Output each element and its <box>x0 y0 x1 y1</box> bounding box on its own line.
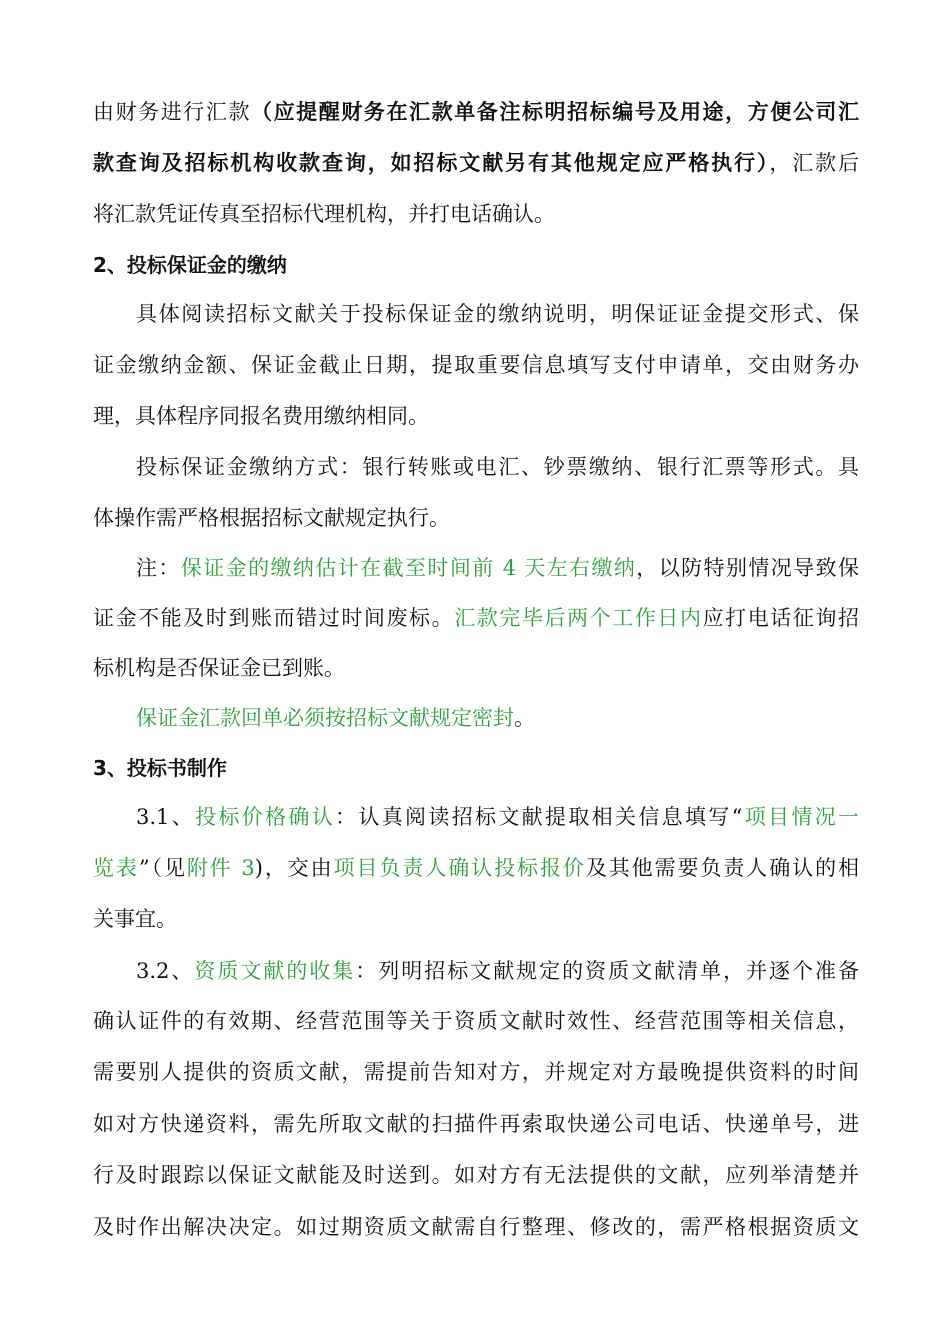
body-text: ：列明招标文献规定的资质文献清单，并逐个准备 <box>355 959 859 983</box>
paragraph-line <box>93 1210 859 1244</box>
bold-text: 款查询及招标机构收款查询，如招标文献另有其他规定应严格执行） <box>93 150 770 175</box>
body-text: 关事宜。 <box>93 907 177 931</box>
paragraph-line <box>93 601 859 635</box>
body-text: 证金缴纳金额、保证金截止日期，提取重要信息填写支付申请单，交由财务办 <box>93 353 859 377</box>
section-heading: 2、投标保证金的缴纳 <box>93 253 287 277</box>
paragraph-line <box>93 1158 859 1192</box>
paragraph-line <box>93 1004 859 1038</box>
paragraph-line <box>93 399 859 433</box>
highlight-text: 附件 3 <box>186 856 255 880</box>
paragraph-line <box>93 95 859 129</box>
body-text: 应打电话征询招 <box>702 606 859 630</box>
paragraph-line <box>93 1107 859 1141</box>
body-text: 需要别人提供的资质文献，需提前告知对方，并规定对方最晚提供资料的时间 <box>93 1060 859 1084</box>
body-text: 确认证件的有效期、经营范围等关于资质文献时效性、经营范围等相关信息， <box>93 1009 859 1033</box>
paragraph-line <box>136 800 859 834</box>
paragraph-line <box>93 197 859 231</box>
paragraph-line <box>136 450 859 484</box>
body-text: 3.2、 <box>136 959 195 983</box>
paragraph-line <box>93 651 859 685</box>
body-text: 注： <box>136 556 181 580</box>
body-text: 将汇款凭证传真至招标代理机构，并打电话确认。 <box>93 202 555 226</box>
paragraph-line <box>93 146 859 180</box>
body-text: 3.1、 <box>136 805 196 829</box>
body-text: 投标保证金缴纳方式：银行转账或电汇、钞票缴纳、银行汇票等形式。具 <box>136 455 859 479</box>
paragraph-line <box>93 902 859 936</box>
body-text: )，交由 <box>254 856 334 880</box>
body-text: 及时作出解决决定。如过期资质文献需自行整理、修改的，需严格根据资质文 <box>93 1215 859 1239</box>
body-text: 及其他需要负责人确认的相 <box>585 856 859 880</box>
paragraph-line <box>93 851 859 885</box>
highlight-text: 资质文献的收集 <box>194 959 356 983</box>
paragraph-line <box>93 1055 859 1089</box>
paragraph-line <box>136 701 859 735</box>
highlight-text: 保证金汇款回单必须按招标文献规定密封 <box>136 706 514 730</box>
bold-text: （应提醒财务在汇款单备注标明招标编号及用途，方便公司汇 <box>251 99 859 124</box>
body-text: ：认真阅读招标文献提取相关信息填写“ <box>335 805 743 829</box>
body-text: ”（见 <box>138 856 187 880</box>
highlight-text: 项目情况一 <box>742 805 859 829</box>
paragraph-line <box>136 297 859 331</box>
paragraph-line <box>136 551 859 585</box>
body-text: 证金不能及时到账而错过时间废标。 <box>93 606 455 630</box>
body-text: 体操作需严格根据招标文献规定执行。 <box>93 506 450 530</box>
section-heading: 3、投标书制作 <box>93 756 227 780</box>
highlight-text: 项目负责人确认投标报价 <box>333 856 586 880</box>
highlight-text: 保证金的缴纳估计在截至时间前 4 天左右缴纳 <box>180 556 637 580</box>
highlight-text: 汇款完毕后两个工作日内 <box>454 606 703 630</box>
body-text: 由财务进行汇款 <box>93 100 252 124</box>
paragraph-line <box>93 348 859 382</box>
body-text: 如对方快递资料，需先所取文献的扫描件再索取快递公司电话、快递单号，进 <box>93 1112 859 1136</box>
paragraph-line <box>93 501 859 535</box>
body-text: 理，具体程序同报名费用缴纳相同。 <box>93 404 429 428</box>
body-text: 具体阅读招标文献关于投标保证金的缴纳说明，明保证证金提交形式、保 <box>136 302 859 326</box>
highlight-text: 览表 <box>93 856 139 880</box>
body-text: 行及时跟踪以保证文献能及时送到。如对方有无法提供的文献，应列举清楚并 <box>93 1163 859 1187</box>
body-text: ，以防特别情况导致保 <box>636 556 859 580</box>
highlight-text: 投标价格确认 <box>195 805 336 829</box>
body-text: ，汇款后 <box>769 151 859 175</box>
body-text: 。 <box>514 706 535 730</box>
paragraph-line <box>136 954 859 988</box>
body-text: 标机构是否保证金已到账。 <box>93 656 345 680</box>
